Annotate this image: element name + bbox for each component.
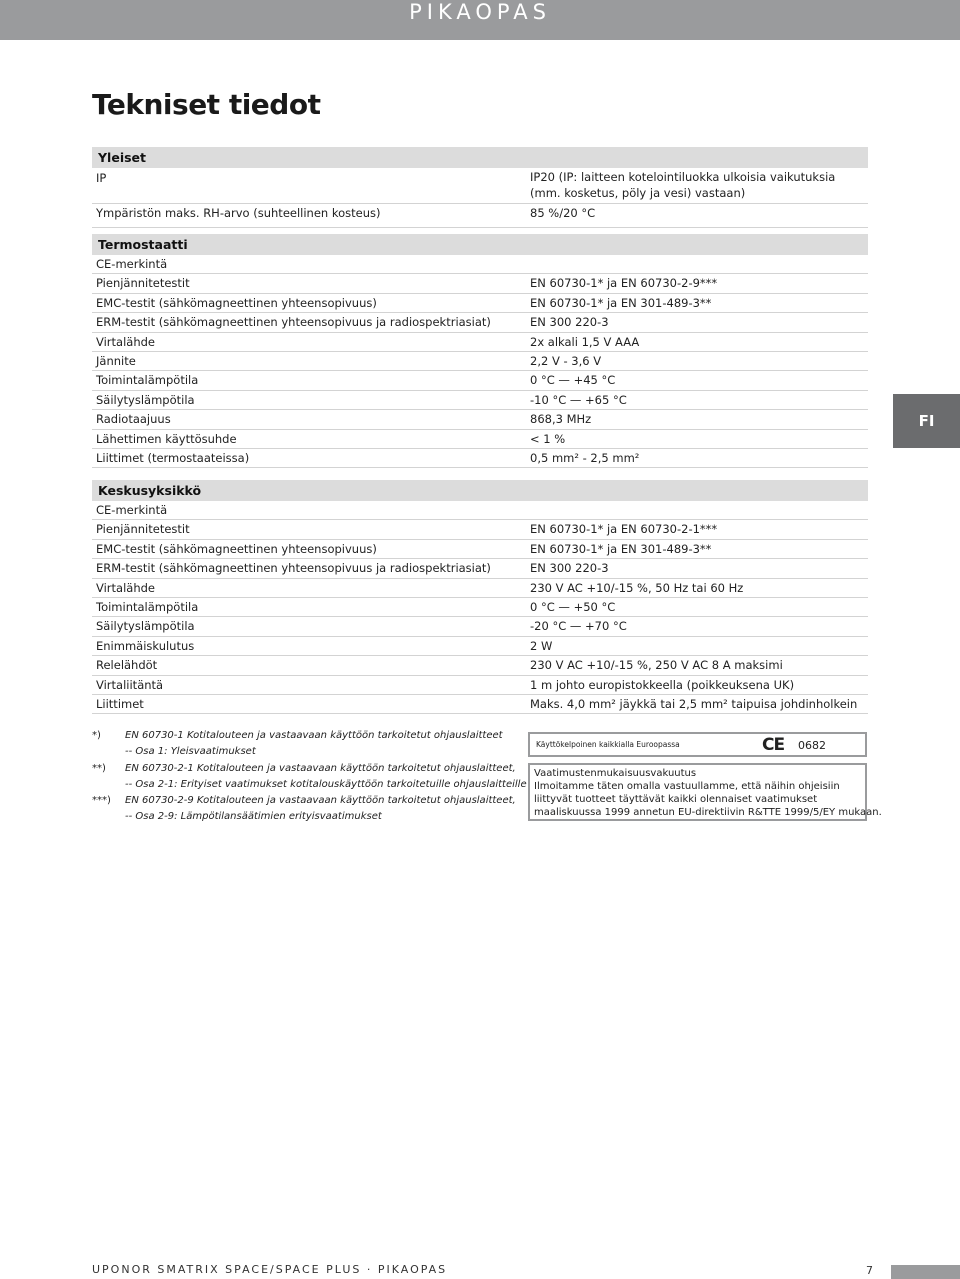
ce-mark-icon: CE — [762, 735, 785, 755]
row-value: EN 300 220-3 — [530, 315, 609, 330]
footnote-text: EN 60730-2-9 Kotitalouteen ja vastaavaan käyttöön tarkoitetut ohjauslaitteet, — [125, 795, 516, 807]
row-value: IP20 (IP: laitteen kotelointiluokka ulkoisia vaikutuksia — [530, 170, 836, 184]
footnote-mark: **) — [92, 762, 106, 774]
footer-bar — [891, 1265, 960, 1279]
table-row — [92, 559, 868, 578]
row-label: EMC-testit (sähkömagneettinen yhteensopivuus) — [96, 295, 377, 310]
declaration-line: Vaatimustenmukaisuusvakuutus — [534, 768, 697, 779]
table-row — [92, 617, 868, 636]
language-tab: FI — [893, 394, 960, 448]
ce-number: 0682 — [798, 739, 826, 752]
row-value: EN 60730-1* ja EN 60730-2-1*** — [530, 522, 718, 537]
row-value: < 1 % — [530, 431, 566, 446]
row-label: Virtalähde — [96, 334, 155, 349]
row-value: 1 m johto europistokkeella (poikkeuksena UK) — [530, 677, 795, 692]
table-row — [92, 371, 868, 390]
section-termostaatti — [92, 234, 868, 468]
footnote — [92, 744, 512, 760]
table-row — [92, 501, 868, 520]
row-label: Virtaliitäntä — [96, 677, 164, 692]
row-value: 2 W — [530, 638, 553, 653]
section-yleiset — [92, 147, 868, 228]
table-row — [92, 294, 868, 313]
row-label: IP — [96, 171, 107, 185]
footnote — [92, 777, 527, 793]
row-value: Maks. 4,0 mm² jäykkä tai 2,5 mm² taipuisa johdinholkein — [530, 696, 858, 711]
section-heading: Termostaatti — [92, 234, 868, 255]
footnote-text: EN 60730-2-1 Kotitalouteen ja vastaavaan käyttöön tarkoitetut ohjauslaitteet, — [125, 762, 516, 774]
table-row — [92, 695, 868, 714]
declaration-box — [528, 763, 882, 821]
footnote — [92, 809, 512, 825]
table-row — [92, 637, 868, 656]
declaration-line: liittyvät tuotteet täyttävät kaikki olennaiset vaatimukset — [534, 794, 818, 805]
row-value: EN 60730-1* ja EN 301-489-3** — [530, 295, 712, 310]
row-label: CE-merkintä — [96, 257, 168, 271]
row-value: EN 300 220-3 — [530, 561, 609, 576]
row-label: Virtalähde — [96, 580, 155, 595]
row-label: Relelähdöt — [96, 658, 158, 673]
row-label: Toimintalämpötila — [96, 599, 199, 614]
row-value: -20 °C — +70 °C — [530, 619, 627, 634]
footnote-text: -- Osa 1: Yleisvaatimukset — [125, 746, 256, 758]
table-row — [92, 579, 868, 598]
footnote — [92, 761, 516, 777]
row-label: Jännite — [96, 353, 136, 368]
table-row — [92, 391, 868, 410]
footer-text: UPONOR SMATRIX SPACE/SPACE PLUS · PIKAOPAS — [92, 1263, 448, 1276]
footnote-mark: ***) — [92, 795, 111, 807]
row-value: 2x alkali 1,5 V AAA — [530, 334, 640, 349]
row-label: Toimintalämpötila — [96, 373, 199, 388]
table-row — [92, 676, 868, 695]
row-value: -10 °C — +65 °C — [530, 392, 627, 407]
table-row — [92, 313, 868, 332]
row-value: 85 %/20 °C — [530, 206, 596, 220]
footnote — [92, 728, 512, 744]
section-heading: Yleiset — [92, 147, 868, 168]
row-label: Lähettimen käyttösuhde — [96, 431, 237, 446]
row-value: 2,2 V - 3,6 V — [530, 353, 602, 368]
row-value: EN 60730-1* ja EN 60730-2-9*** — [530, 276, 718, 291]
page-number: 7 — [866, 1264, 873, 1277]
table-row — [92, 204, 868, 228]
footnote — [92, 793, 516, 809]
row-value: 0 °C — +50 °C — [530, 599, 616, 614]
row-value: 868,3 MHz — [530, 412, 592, 427]
row-value: 0 °C — +45 °C — [530, 373, 616, 388]
row-label: Liittimet — [96, 696, 144, 711]
row-value: 230 V AC +10/-15 %, 250 V AC 8 A maksimi — [530, 658, 783, 673]
table-row — [92, 540, 868, 559]
footnote-mark: *) — [92, 730, 101, 741]
footnote-text: -- Osa 2-1: Erityiset vaatimukset kotitalouskäyttöön tarkoitetuille ohjauslaitteille — [125, 778, 527, 790]
table-row — [92, 520, 868, 539]
table-row — [92, 449, 868, 468]
row-value-2: (mm. kosketus, pöly ja vesi) vastaan) — [530, 186, 746, 200]
table-row — [92, 410, 868, 429]
ce-label: Käyttökelpoinen kaikkialla Euroopassa — [536, 740, 680, 749]
table-row — [92, 255, 868, 274]
header-title: PIKAOPAS — [409, 0, 551, 24]
row-value: 0,5 mm² - 2,5 mm² — [530, 450, 640, 465]
row-value: 230 V AC +10/-15 %, 50 Hz tai 60 Hz — [530, 580, 744, 595]
row-label: Säilytyslämpötila — [96, 392, 195, 407]
table-row — [92, 430, 868, 449]
section-keskusyksikko — [92, 480, 868, 714]
row-label: Enimmäiskulutus — [96, 638, 195, 653]
row-label: EMC-testit (sähkömagneettinen yhteensopivuus) — [96, 541, 377, 556]
row-label: Pienjännitetestit — [96, 522, 190, 537]
row-label: Ympäristön maks. RH-arvo (suhteellinen kosteus) — [96, 206, 381, 220]
footnotes — [92, 728, 527, 826]
table-row — [92, 168, 868, 204]
ce-box — [528, 732, 867, 757]
table-row — [92, 352, 868, 371]
row-label: Liittimet (termostaateissa) — [96, 450, 250, 465]
footnote-text: -- Osa 2-9: Lämpötilansäätimien erityisvaatimukset — [125, 811, 382, 823]
table-row — [92, 274, 868, 293]
page-title: Tekniset tiedot — [92, 88, 321, 121]
section-heading: Keskusyksikkö — [92, 480, 868, 501]
row-label: Säilytyslämpötila — [96, 619, 195, 634]
table-row — [92, 598, 868, 617]
table-row — [92, 656, 868, 675]
row-label: ERM-testit (sähkömagneettinen yhteensopivuus ja radiospektriasiat) — [96, 561, 491, 576]
row-label: CE-merkintä — [96, 503, 168, 517]
row-label: ERM-testit (sähkömagneettinen yhteensopivuus ja radiospektriasiat) — [96, 315, 491, 330]
footnote-text: EN 60730-1 Kotitalouteen ja vastaavaan käyttöön tarkoitetut ohjauslaitteet — [125, 730, 503, 741]
row-label: Pienjännitetestit — [96, 276, 190, 291]
row-value: EN 60730-1* ja EN 301-489-3** — [530, 541, 712, 556]
header-bar — [0, 0, 960, 40]
row-label: Radiotaajuus — [96, 412, 171, 427]
declaration-line: Ilmoitamme täten omalla vastuullamme, että näihin ohjeisiin — [534, 781, 840, 792]
table-row — [92, 333, 868, 352]
declaration-line: maaliskuussa 1999 annetun EU-direktiivin R&TTE 1999/5/EY mukaan. — [534, 807, 882, 818]
